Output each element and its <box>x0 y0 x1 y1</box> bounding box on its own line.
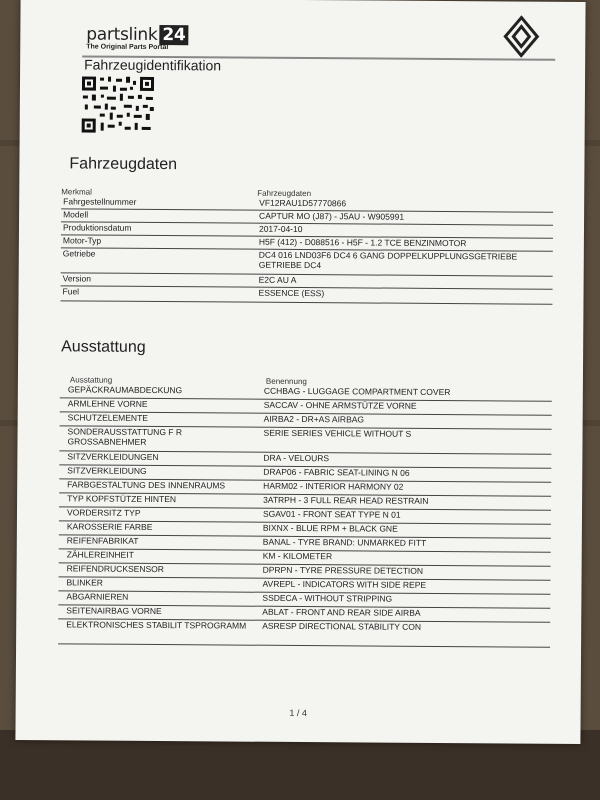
row-value: DRAP06 - FABRIC SEAT-LINING N 06 <box>263 466 410 478</box>
partslink-logo <box>86 24 188 51</box>
equipment-heading: Ausstattung <box>61 338 146 356</box>
vehicle-data-heading: Fahrzeugdaten <box>69 155 178 174</box>
row-value: 2017-04-10 <box>258 223 303 235</box>
row-label: ABGARNIEREN <box>66 591 129 602</box>
renault-logo-icon <box>501 15 541 57</box>
equipment-table <box>58 370 552 647</box>
row-value: CAPTUR MO (J87) - J5AU - W905991 <box>259 210 405 222</box>
logo-text: partslink <box>86 24 158 45</box>
row-value: DC4 016 LND03F6 DC4 6 GANG DOPPELKUPPLUNGSGETRIEBE GETRIEBE DC4 <box>258 249 518 271</box>
row-label: REIFENFABRIKAT <box>66 535 139 546</box>
row-label: Getriebe <box>62 248 96 259</box>
row-value: AVREPL - INDICATORS WITH SIDE REPE <box>262 578 427 590</box>
row-value: E2C AU A <box>258 274 297 285</box>
row-label: SONDERAUSSTATTUNG F R GROSSABNEHMER <box>67 426 183 447</box>
row-value: SGAV01 - FRONT SEAT TYPE N 01 <box>262 508 401 520</box>
row-value: ESSENCE (ESS) <box>258 287 325 299</box>
row-label: Produktionsdatum <box>62 222 132 233</box>
row-label: Version <box>62 273 92 284</box>
col-designation-header: Benennung <box>265 376 307 387</box>
row-value: BIXNX - BLUE RPM + BLACK GNE <box>262 522 398 534</box>
row-label: Fuel <box>62 286 80 297</box>
row-value: SERIE SERIES VEHICLE WITHOUT S <box>263 427 412 439</box>
row-value: H5F (412) - D088516 - H5F - 1.2 TCE BENZINMOTOR <box>258 236 467 249</box>
row-value: VF12RAU1D57770866 <box>259 197 347 209</box>
row-label: REIFENDRUCKSENSOR <box>66 563 164 575</box>
page-number: 1 / 4 <box>289 707 307 719</box>
row-value: BANAL - TYRE BRAND: UNMARKED FITT <box>262 536 427 548</box>
vehicle-data-table <box>60 182 553 304</box>
row-label: Motor-Typ <box>62 235 102 246</box>
row-value: ASRESP DIRECTIONAL STABILITY CON <box>262 620 422 632</box>
table-row <box>58 619 550 647</box>
row-label: SITZVERKLEIDUNG <box>67 465 147 476</box>
row-label: ELEKTRONISCHES STABILIT TSPROGRAMM <box>66 619 247 631</box>
row-label: KAROSSERIE FARBE <box>66 521 153 532</box>
table-row <box>60 286 552 304</box>
row-label: Modell <box>63 209 89 220</box>
row-label: SCHUTZELEMENTE <box>67 412 149 423</box>
logo-tagline: The Original Parts Portal <box>86 43 169 52</box>
row-value: SACCAV - OHNE ARMSTÜTZE VORNE <box>263 399 417 411</box>
col-equipment-header: Ausstattung <box>69 375 113 385</box>
row-value: DRA - VELOURS <box>263 452 330 464</box>
row-label: VORDERSITZ TYP <box>66 507 141 518</box>
row-label: Fahrgestellnummer <box>63 196 137 207</box>
row-label: ARMLEHNE VORNE <box>67 398 148 409</box>
row-value: HARM02 - INTERIOR HARMONY 02 <box>263 480 404 492</box>
row-value: ABLAT - FRONT AND REAR SIDE AIRBA <box>262 606 421 618</box>
row-value: CCHBAG - LUGGAGE COMPARTMENT COVER <box>263 385 451 398</box>
identification-heading: Fahrzeugidentifikation <box>84 56 222 74</box>
row-value: SSDECA - WITHOUT STRIPPING <box>262 592 393 604</box>
row-label: ZÄHLEREINHEIT <box>66 549 134 560</box>
logo-number: 24 <box>159 25 188 45</box>
table-row <box>61 248 553 276</box>
row-value: KM - KILOMETER <box>262 550 333 562</box>
qr-code-icon <box>80 74 156 135</box>
row-value: AIRBA2 - DR+AS AIRBAG <box>263 413 365 425</box>
row-label: BLINKER <box>66 577 103 588</box>
row-value: DPRPN - TYRE PRESSURE DETECTION <box>262 564 424 576</box>
row-label: TYP KOPFSTÜTZE HINTEN <box>67 493 177 505</box>
table-row <box>59 426 551 454</box>
row-label: FARBGESTALTUNG DES INNENRAUMS <box>67 479 226 491</box>
row-label: SITZVERKLEIDUNGEN <box>67 451 159 463</box>
row-label: SEITENAIRBAG VORNE <box>66 605 162 617</box>
row-label: GEPÄCKRAUMABDECKUNG <box>67 384 183 396</box>
col-value-header: Fahrzeugdaten <box>257 188 312 199</box>
row-value: 3ATRPH - 3 FULL REAR HEAD RESTRAIN <box>263 494 429 506</box>
document-page <box>15 0 585 744</box>
col-feature-header: Merkmal <box>61 187 92 197</box>
